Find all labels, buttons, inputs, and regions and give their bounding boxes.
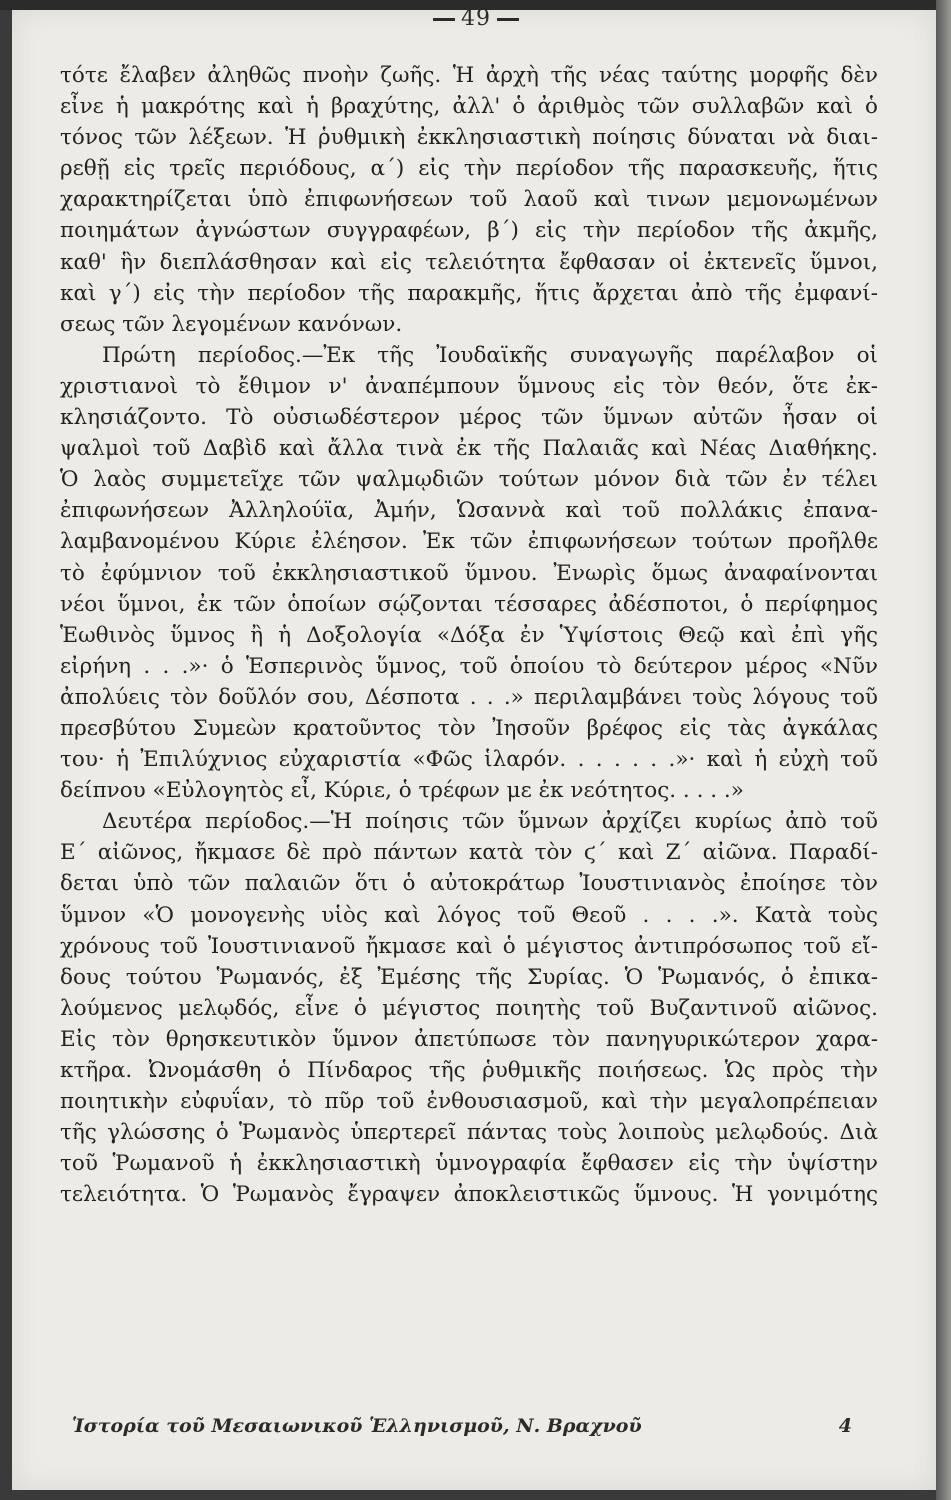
text-line: ὕμνον «Ὁ μονογενὴς υἱὸς καὶ λόγος τοῦ Θεοῦ . . . .». Κατὰ τοὺς xyxy=(60,902,878,928)
text-line: Ε΄ αἰῶνος, ἤκμασε δὲ πρὸ πάντων κατὰ τὸν ϛ΄ καὶ Ζ΄ αἰῶνα. Παραδί- xyxy=(60,840,878,866)
text-line: σεως τῶν λεγομένων κανόνων. xyxy=(60,311,403,337)
text-line: εἶνε ἡ μακρότης καὶ ἡ βραχύτης, ἀλλ' ὁ ἀριθμὸς τῶν συλλαβῶν καὶ ὁ xyxy=(60,94,878,120)
text-line: ψαλμοὶ τοῦ Δαβὶδ καὶ ἄλλα τινὰ ἐκ τῆς Παλαιᾶς καὶ Νέας Διαθήκης. xyxy=(60,436,878,462)
text-line: τὸ ἐφύμνιον τοῦ ἐκκλησιαστικοῦ ὕμνου. Ἐνωρὶς ὅμως ἀναφαίνονται xyxy=(60,560,878,586)
text-line: δεται ὑπὸ τῶν παλαιῶν ὅτι ὁ αὐτοκράτωρ Ἰουστινιανὸς ἐποίησε τὸν xyxy=(60,871,878,897)
text-line: δους τούτου Ῥωμανός, ἐξ Ἐμέσης τῆς Συρίας. Ὁ Ῥωμανός, ὁ ἐπικα- xyxy=(60,964,878,990)
text-line: κτῆρα. Ὠνομάσθη ὁ Πίνδαρος τῆς ῥυθμικῆς ποιήσεως. Ὡς πρὸς τὴν xyxy=(60,1058,878,1083)
text-line: τοῦ Ῥωμανοῦ ἡ ἐκκλησιαστικὴ ὑμνογραφία ἔφθασεν εἰς τὴν ὑψίστην xyxy=(60,1151,878,1177)
section-heading-line: Πρώτη περίοδος.—Ἐκ τῆς Ἰουδαϊκῆς συναγωγῆς παρέλαβον οἱ xyxy=(102,342,878,368)
text-line: χαρακτηρίζεται ὑπὸ ἐπιφωνήσεων τοῦ λαοῦ καὶ τινων μεμονωμένων xyxy=(60,187,878,213)
text-line: χρόνους τοῦ Ἰουστινιανοῦ ἤκμασε καὶ ὁ μέγιστος ἀντιπρόσωπος τοῦ εἴ- xyxy=(60,933,878,959)
text-line: εἰρήνη . . .»· ὁ Ἑσπερινὸς ὕμνος, τοῦ ὁποίου τὸ δεύτερον μέρος «Νῦν xyxy=(60,653,878,679)
text-line: κλησιάζοντο. Τὸ οὐσιωδέστερον μέρος τῶν ὕμνων αὐτῶν ἦσαν οἱ xyxy=(60,405,878,431)
text-line: του· ἡ Ἐπιλύχνιος εὐχαριστία «Φῶς ἱλαρόν. . . . . . .»· καὶ ἡ εὐχὴ τοῦ xyxy=(60,747,878,773)
text-line: ποιημάτων ἀγνώστων συγγραφέων, β΄) εἰς τὴν περίοδον τῆς ἀκμῆς, xyxy=(60,218,878,244)
book-page xyxy=(12,6,936,1490)
text-line: καὶ γ΄) εἰς τὴν περίοδον τῆς παρακμῆς, ἥτις ἄρχεται ἀπὸ τῆς ἐμφανί- xyxy=(60,280,878,306)
text-line: τελειότητα. Ὁ Ῥωμανὸς ἔγραψεν ἀποκλειστικῶς ὕμνους. Ἡ γονιμότης xyxy=(60,1182,878,1208)
footer-book-title: Ἱστορία τοῦ Μεσαιωνικοῦ Ἑλληνισμοῦ, Ν. Βραχνοῦ xyxy=(72,1415,642,1437)
text-line: Ὁ λαὸς συμμετεῖχε τῶν ψαλμῳδιῶν τούτων μόνον διὰ τῶν ἐν τέλει xyxy=(60,467,878,493)
scan-right-edge xyxy=(936,0,951,1500)
text-line: λαμβανομένου Κύριε ἐλέησον. Ἐκ τῶν ἐπιφωνήσεων τούτων προῆλθε xyxy=(60,529,878,555)
text-line: τότε ἔλαβεν ἀληθῶς πνοὴν ζωῆς. Ἡ ἀρχὴ τῆς νέας ταύτης μορφῆς δὲν xyxy=(60,63,878,88)
text-line: δείπνου «Εὐλογητὸς εἶ, Κύριε, ὁ τρέφων με ἐκ νεότητος. . . . .» xyxy=(60,778,744,804)
text-line: ρεθῇ εἰς τρεῖς περιόδους, α΄) εἰς τὴν περίοδον τῆς παρασκευῆς, ἥτις xyxy=(60,156,878,182)
page-number: 49 xyxy=(427,6,525,31)
text-line: καθ' ἣν διεπλάσθησαν καὶ εἰς τελειότητα ἔφθασαν οἱ ἐκτενεῖς ὕμνοι, xyxy=(60,249,878,275)
text-line: χριστιανοὶ τὸ ἔθιμον ν' ἀναπέμπουν ὕμνους εἰς τὸν θεόν, ὅτε ἐκ- xyxy=(60,373,878,399)
text-line: πρεσβύτου Συμεὼν κρατοῦντος τὸν Ἰησοῦν βρέφος εἰς τὰς ἀγκάλας xyxy=(60,715,878,741)
text-line: τόνος τῶν λέξεων. Ἡ ῥυθμικὴ ἐκκλησιαστικὴ ποίησις δύναται νὰ διαι- xyxy=(60,125,878,151)
text-line: Εἰς τὸν θρησκευτικὸν ὕμνον ἀπετύπωσε τὸν πανηγυρικώτερον χαρα- xyxy=(60,1026,878,1052)
page-footer xyxy=(72,1415,852,1437)
text-line: ἀπολύεις τὸν δοῦλόν σου, Δέσποτα . . .» περιλαμβάνει τοὺς λόγους τοῦ xyxy=(60,684,878,710)
text-line: ἐπιφωνήσεων Ἀλληλούϊα, Ἀμήν, Ὡσαννὰ καὶ τοῦ πολλάκις ἐπανα- xyxy=(60,498,878,524)
text-line: λούμενος μελῳδός, εἶνε ὁ μέγιστος ποιητὴς τοῦ Βυζαντινοῦ αἰῶνος. xyxy=(60,995,878,1021)
section-heading-line: Δευτέρα περίοδος.—Ἡ ποίησις τῶν ὕμνων ἀρχίζει κυρίως ἀπὸ τοῦ xyxy=(102,809,878,835)
text-line: νέοι ὕμνοι, ἐκ τῶν ὁποίων σῴζονται τέσσαρες ἀδέσποτοι, ὁ περίφημος xyxy=(60,591,878,617)
text-line: ποιητικὴν εὐφυΐαν, τὸ πῦρ τοῦ ἐνθουσιασμοῦ, καὶ τὴν μεγαλοπρέπειαν xyxy=(60,1089,878,1115)
signature-mark: 4 xyxy=(838,1415,852,1437)
text-line: τῆς γλώσσης ὁ Ῥωμανὸς ὑπερτερεῖ πάντας τοὺς λοιποὺς μελῳδούς. Διὰ xyxy=(60,1120,878,1146)
text-line: Ἑωθινὸς ὕμνος ἢ ἡ Δοξολογία «Δόξα ἐν Ὑψίστοις Θεῷ καὶ ἐπὶ γῆς xyxy=(60,622,878,648)
body-text xyxy=(60,60,878,1210)
